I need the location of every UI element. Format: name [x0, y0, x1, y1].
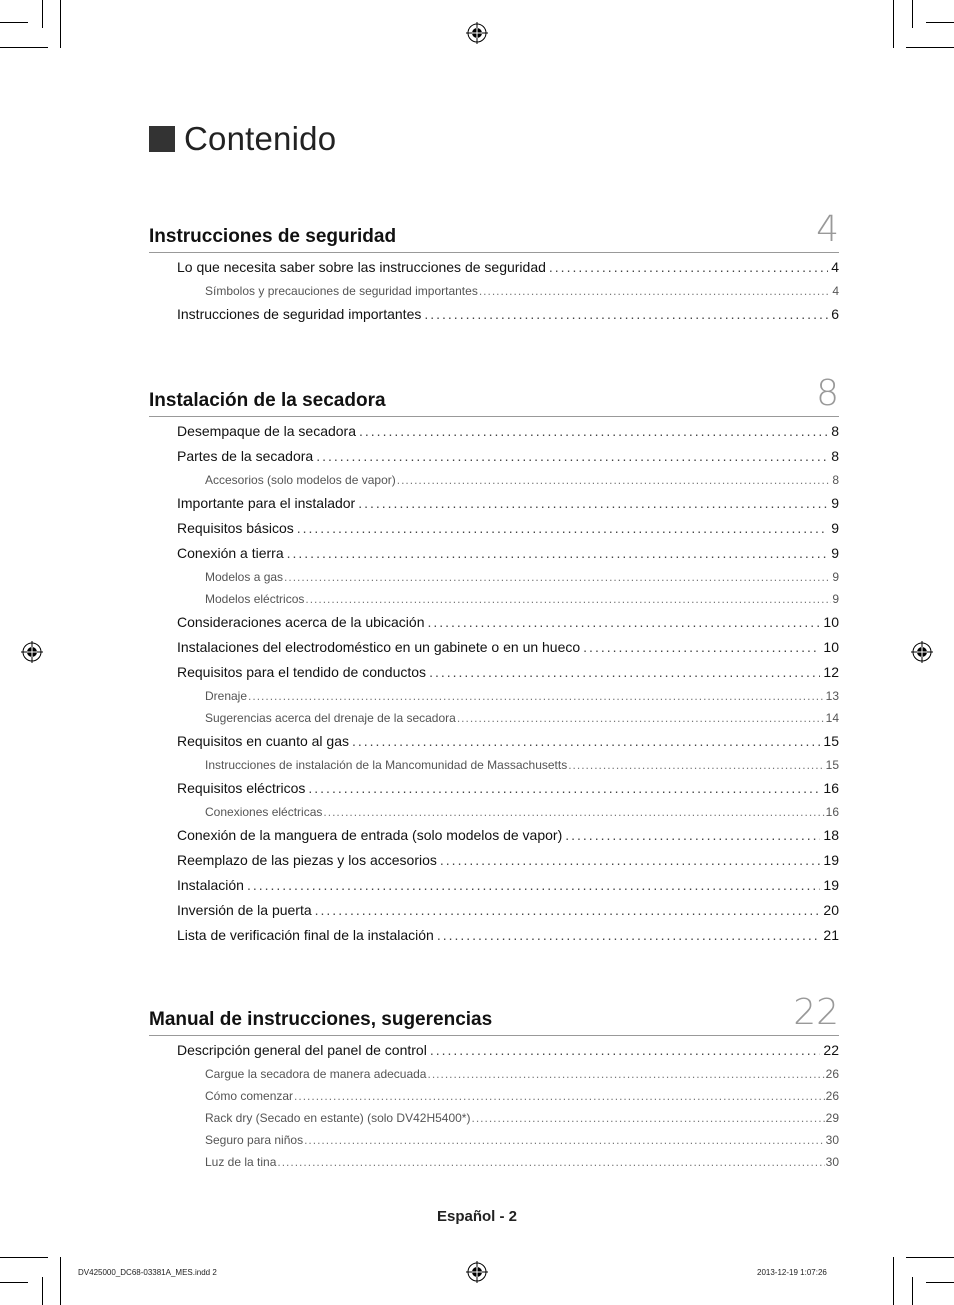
toc-entry-page: 19: [823, 877, 839, 893]
toc-entry-label: Conexión a tierra: [177, 545, 284, 561]
section-header: [149, 373, 839, 417]
page-footer-label: Español - 2: [436, 1208, 518, 1225]
toc-subentry[interactable]: [149, 473, 839, 495]
section-entries: [149, 1042, 839, 1177]
registration-mark-icon: [911, 641, 933, 663]
page-title: Contenido: [184, 120, 337, 157]
toc-leader-dots: [294, 1089, 825, 1103]
toc-leader-dots: [359, 423, 828, 439]
toc-entry-page: 21: [823, 927, 839, 943]
crop-mark: [0, 22, 28, 23]
toc-entry-label: Partes de la secadora: [177, 448, 314, 464]
toc-subentry[interactable]: [149, 1067, 839, 1089]
toc-entry-label: Cómo comenzar: [205, 1089, 294, 1103]
toc-entry-page: 6: [831, 306, 839, 322]
toc-entry[interactable]: [149, 448, 839, 473]
toc-entry-label: Cargue la secadora de manera adecuada: [205, 1067, 427, 1081]
crop-mark: [893, 1257, 894, 1305]
toc-entry-label: Modelos eléctricos: [205, 592, 305, 606]
toc-entry-label: Luz de la tina: [205, 1155, 277, 1169]
section-header: [149, 992, 839, 1036]
page-title-block: [149, 120, 336, 158]
toc-entry[interactable]: [149, 780, 839, 805]
toc-subentry[interactable]: [149, 1155, 839, 1177]
toc-entry-page: 16: [825, 805, 839, 819]
toc-entry-page: 4: [832, 284, 839, 298]
section-title: Instrucciones de seguridad: [149, 226, 397, 247]
toc-entry-page: 9: [831, 495, 839, 511]
toc-entry-label: Descripción general del panel de control: [177, 1042, 427, 1058]
toc-entry[interactable]: [149, 423, 839, 448]
section-title: Manual de instrucciones, sugerencias: [149, 1009, 493, 1030]
toc-entry-page: 13: [825, 689, 839, 703]
toc-entry-label: Lista de verificación final de la instalación: [177, 927, 434, 943]
toc-entry-label: Requisitos básicos: [177, 520, 294, 536]
toc-subentry[interactable]: [149, 1133, 839, 1155]
toc-leader-dots: [352, 733, 820, 749]
toc-leader-dots: [248, 689, 825, 703]
toc-leader-dots: [429, 664, 820, 680]
toc-entry-page: 10: [823, 614, 839, 630]
toc-entry-label: Instrucciones de seguridad importantes: [177, 306, 422, 322]
toc-entry-label: Modelos a gas: [205, 570, 284, 584]
toc-leader-dots: [358, 495, 828, 511]
section-title: Instalación de la secadora: [149, 390, 386, 411]
toc-leader-dots: [583, 639, 820, 655]
toc-leader-dots: [568, 758, 824, 772]
crop-mark: [926, 22, 954, 23]
toc-entry[interactable]: [149, 927, 839, 952]
crop-mark: [0, 1282, 28, 1283]
toc-subentry[interactable]: [149, 805, 839, 827]
toc-entry-page: 18: [823, 827, 839, 843]
file-slug: DV425000_DC68-03381A_MES.indd 2: [78, 1268, 217, 1277]
toc-subentry[interactable]: [149, 592, 839, 614]
toc-entry[interactable]: [149, 545, 839, 570]
toc-entry-label: Importante para el instalador: [177, 495, 356, 511]
toc-leader-dots: [305, 592, 831, 606]
crop-mark: [60, 1257, 61, 1305]
toc-entry-label: Seguro para niños: [205, 1133, 304, 1147]
section-header: [149, 209, 839, 253]
toc-leader-dots: [437, 927, 821, 943]
toc-leader-dots: [565, 827, 820, 843]
toc-entry-label: Requisitos en cuanto al gas: [177, 733, 349, 749]
toc-leader-dots: [287, 545, 829, 561]
toc-leader-dots: [247, 877, 820, 893]
toc-entry-page: 22: [823, 1042, 839, 1058]
toc-leader-dots: [427, 1067, 824, 1081]
toc-entry-page: 12: [823, 664, 839, 680]
toc-entry-label: Conexiones eléctricas: [205, 805, 323, 819]
toc-leader-dots: [277, 1155, 824, 1169]
toc-leader-dots: [549, 259, 828, 275]
section-page-number: 22: [793, 992, 839, 1033]
crop-mark: [893, 0, 894, 48]
crop-mark: [42, 1277, 43, 1305]
toc-entry-label: Instalación: [177, 877, 244, 893]
toc-entry[interactable]: [149, 902, 839, 927]
toc-entry-page: 14: [825, 711, 839, 725]
toc-subentry[interactable]: [149, 570, 839, 592]
toc-entry-page: 9: [831, 520, 839, 536]
toc-entry-page: 8: [831, 423, 839, 439]
toc-entry-page: 26: [825, 1067, 839, 1081]
toc-subentry[interactable]: [149, 758, 839, 780]
toc-entry-page: 8: [831, 448, 839, 464]
toc-entry-page: 8: [832, 473, 839, 487]
toc-leader-dots: [427, 614, 820, 630]
toc-leader-dots: [284, 570, 831, 584]
toc-entry[interactable]: [149, 495, 839, 520]
crop-mark: [912, 1277, 913, 1305]
toc-leader-dots: [315, 902, 821, 918]
toc-entry-label: Accesorios (solo modelos de vapor): [205, 473, 396, 487]
toc-leader-dots: [471, 1111, 824, 1125]
toc-leader-dots: [397, 473, 832, 487]
toc-leader-dots: [430, 1042, 821, 1058]
toc-entry-page: 30: [825, 1133, 839, 1147]
toc-entry-page: 9: [832, 592, 839, 606]
toc-section: [149, 209, 839, 331]
toc-entry-page: 15: [823, 733, 839, 749]
toc-entry-page: 9: [832, 570, 839, 584]
crop-mark: [906, 47, 954, 48]
toc-entry[interactable]: [149, 733, 839, 758]
toc-entry-page: 26: [825, 1089, 839, 1103]
toc-leader-dots: [457, 711, 825, 725]
toc-entry-label: Requisitos para el tendido de conductos: [177, 664, 427, 680]
registration-mark-icon: [466, 1261, 488, 1283]
toc-leader-dots: [297, 520, 828, 536]
timestamp-slug: 2013-12-19 1:07:26: [757, 1268, 827, 1277]
toc-entry-label: Requisitos eléctricos: [177, 780, 306, 796]
toc-leader-dots: [304, 1133, 825, 1147]
crop-mark: [0, 47, 48, 48]
toc-entry[interactable]: [149, 614, 839, 639]
crop-mark: [42, 0, 43, 28]
toc-entry-page: 15: [825, 758, 839, 772]
crop-mark: [912, 0, 913, 28]
toc-entry[interactable]: [149, 520, 839, 545]
toc-entry-label: Drenaje: [205, 689, 248, 703]
toc-subentry[interactable]: [149, 1089, 839, 1111]
toc-leader-dots: [440, 852, 821, 868]
toc-entry-label: Sugerencias acerca del drenaje de la secadora: [205, 711, 456, 725]
toc-section: [149, 992, 839, 1177]
toc-leader-dots: [323, 805, 824, 819]
section-entries: [149, 259, 839, 331]
toc-leader-dots: [308, 780, 820, 796]
toc-entry-label: Conexión de la manguera de entrada (solo modelos de vapor): [177, 827, 563, 843]
toc-entry[interactable]: [149, 827, 839, 852]
toc-entry-page: 30: [825, 1155, 839, 1169]
toc-entry-label: Instalaciones del electrodoméstico en un gabinete o en un hueco: [177, 639, 581, 655]
crop-mark: [906, 1257, 954, 1258]
toc-subentry[interactable]: [149, 1111, 839, 1133]
toc-entry-label: Inversión de la puerta: [177, 902, 312, 918]
toc-leader-dots: [479, 284, 831, 298]
toc-subentry[interactable]: [149, 711, 839, 733]
toc-entry[interactable]: [149, 639, 839, 664]
toc-entry[interactable]: [149, 877, 839, 902]
toc-entry-label: Desempaque de la secadora: [177, 423, 357, 439]
toc-entry[interactable]: [149, 259, 839, 284]
toc-entry-label: Lo que necesita saber sobre las instrucciones de seguridad: [177, 259, 546, 275]
toc-entry-page: 16: [823, 780, 839, 796]
section-entries: [149, 423, 839, 952]
toc-leader-dots: [316, 448, 828, 464]
section-page-number: 4: [816, 209, 839, 250]
toc-entry-page: 29: [825, 1111, 839, 1125]
registration-mark-icon: [21, 641, 43, 663]
toc-entry-label: Instrucciones de instalación de la Mancomunidad de Massachusetts: [205, 758, 568, 772]
crop-mark: [0, 1257, 48, 1258]
toc-entry[interactable]: [149, 1042, 839, 1067]
title-square-icon: [149, 126, 175, 152]
toc-entry[interactable]: [149, 306, 839, 331]
crop-mark: [60, 0, 61, 48]
toc-subentry[interactable]: [149, 284, 839, 306]
toc-entry[interactable]: [149, 664, 839, 689]
toc-entry-label: Rack dry (Secado en estante) (solo DV42H5400*): [205, 1111, 471, 1125]
toc-entry-page: 9: [831, 545, 839, 561]
toc-entry-page: 10: [823, 639, 839, 655]
section-page-number: 8: [816, 373, 839, 414]
toc-section: [149, 373, 839, 952]
toc-entry[interactable]: [149, 852, 839, 877]
registration-mark-icon: [466, 22, 488, 44]
toc-subentry[interactable]: [149, 689, 839, 711]
toc-leader-dots: [424, 306, 828, 322]
toc-entry-page: 19: [823, 852, 839, 868]
toc-entry-page: 20: [823, 902, 839, 918]
toc-entry-label: Consideraciones acerca de la ubicación: [177, 614, 425, 630]
toc-entry-label: Símbolos y precauciones de seguridad importantes: [205, 284, 478, 298]
toc-entry-page: 4: [831, 259, 839, 275]
toc-entry-label: Reemplazo de las piezas y los accesorios: [177, 852, 437, 868]
crop-mark: [926, 1282, 954, 1283]
